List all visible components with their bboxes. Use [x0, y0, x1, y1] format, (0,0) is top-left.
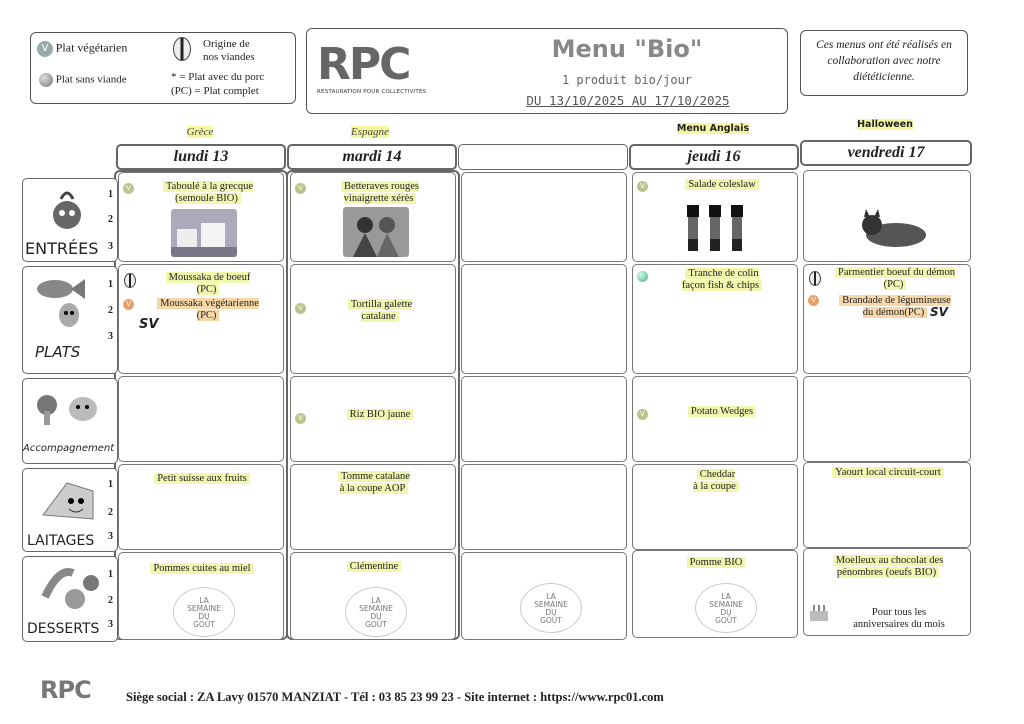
- semaine-du-gout-logo: LA SEMAINE DU GOÛT: [695, 583, 757, 633]
- legend-origin-label: Origine de nos viandes: [203, 38, 255, 63]
- cell-tue-dessert: [290, 552, 456, 640]
- legend-no-meat-label: Plat sans viande: [55, 73, 127, 86]
- origin-icon: [124, 273, 136, 288]
- row-num: 1: [108, 569, 113, 580]
- dish-label: Tortilla galette catalane: [348, 299, 412, 322]
- theme-mon: [170, 126, 230, 138]
- day-header-tue: mardi 14: [287, 144, 457, 170]
- row-label-desserts: [22, 556, 118, 642]
- theme-thu-label: Menu Anglais: [676, 123, 750, 134]
- dish-label: Betteraves rouges vinaigrette xérès: [341, 181, 419, 204]
- cell-fri-dessert: [803, 548, 971, 636]
- row-num: 1: [108, 189, 113, 200]
- dish-label: Riz BIO jaune: [347, 409, 414, 420]
- cheese-icon: [37, 475, 97, 523]
- cell-tue-accomp: [290, 376, 456, 462]
- dish-text: [309, 409, 451, 421]
- vegetarian-icon: V: [637, 181, 648, 192]
- cell-tue-plat: [290, 264, 456, 374]
- legend-pork-label: * = Plat avec du porc: [171, 71, 265, 83]
- semaine-du-gout-logo: LA SEMAINE DU GOÛT: [173, 587, 235, 637]
- dish-text: [810, 555, 966, 579]
- row-num: 2: [108, 507, 113, 518]
- vegetarian-icon: V: [808, 295, 819, 306]
- vegetarian-icon: V: [123, 299, 134, 310]
- row-num: 2: [108, 595, 113, 606]
- dish-label: Parmentier boeuf du démon (PC): [835, 267, 955, 290]
- row-num: 3: [108, 241, 113, 252]
- row-num: 3: [108, 531, 113, 542]
- footer-logo: [40, 676, 100, 716]
- cell-mon-lait: [118, 464, 284, 550]
- radish-icon: [43, 185, 93, 235]
- cell-wed-accomp: [461, 376, 627, 462]
- theme-tue: [340, 126, 400, 138]
- dish-label: Petit suisse aux fruits: [154, 473, 250, 484]
- menu-dates: DU 13/10/2025 AU 17/10/2025: [526, 93, 730, 108]
- cell-wed-lait: [461, 464, 627, 550]
- legend-no-meat: [39, 73, 127, 87]
- semaine-du-gout-logo: LA SEMAINE DU GOÛT: [345, 587, 407, 637]
- dish-label: Tomme catalane à la coupe AOP: [339, 471, 410, 494]
- row-label-text: PLATS: [35, 343, 81, 361]
- dish-label: Clémentine: [347, 561, 401, 572]
- dish-text: [820, 267, 970, 291]
- theme-fri-label: Halloween: [857, 119, 913, 130]
- vegetarian-icon: V: [295, 413, 306, 424]
- handwritten-note: SV: [930, 305, 948, 319]
- dish-label: Tranche de colin façon fish & chips: [682, 268, 762, 291]
- cell-mon-plat: [118, 264, 284, 374]
- menu-header: [306, 28, 788, 114]
- row-label-text: DESSERTS: [27, 621, 100, 637]
- day-header-wed: [458, 144, 628, 170]
- cell-tue-lait: [290, 464, 456, 550]
- cell-fri-lait: [803, 462, 971, 548]
- theme-tue-label: Espagne: [351, 126, 389, 138]
- dish-text: [643, 469, 789, 493]
- cell-thu-entree: [632, 172, 798, 262]
- dish-label: Moussaka végétarienne (PC): [157, 298, 259, 321]
- vegetarian-icon: V: [295, 303, 306, 314]
- cell-wed-plat: [461, 264, 627, 374]
- logo-text: RPC: [317, 39, 410, 90]
- dish-text: [651, 179, 793, 191]
- dish-label: Yaourt local circuit-court: [832, 467, 944, 478]
- dish-text: [129, 473, 275, 485]
- rpc-logo: [317, 39, 437, 105]
- dish-label: Moelleux au chocolat des pénombres (oeufs BIO): [833, 555, 944, 578]
- no-meat-icon: [637, 271, 648, 282]
- dish-text: [301, 561, 447, 573]
- fruits-icon: [39, 563, 105, 613]
- menu-subtitle: 1 produit bio/jour: [561, 73, 693, 87]
- theme-fri: [850, 119, 920, 130]
- semaine-du-gout-logo: LA SEMAINE DU GOÛT: [520, 583, 582, 633]
- cell-mon-dessert: [118, 552, 284, 640]
- cell-mon-entree: [118, 172, 284, 262]
- cell-thu-plat: [632, 264, 798, 374]
- collab-note: Ces menus ont été réalisés en collaboration avec notre diététicienne.: [800, 30, 968, 96]
- row-label-laitages: [22, 468, 118, 552]
- cell-thu-dessert: [632, 550, 798, 638]
- dish-label: Taboulé à la grecque (semoule BIO): [163, 181, 253, 204]
- cell-fri-entree: [803, 170, 971, 262]
- legend-veg-label: Plat végétarien: [55, 40, 128, 55]
- row-num: 2: [108, 214, 113, 225]
- birthday-cake-icon: [808, 603, 830, 623]
- greece-photo-icon: [171, 209, 237, 257]
- no-meat-icon: [39, 73, 53, 87]
- legend-box: [30, 32, 296, 104]
- legend-complete-label: (PC) = Plat complet: [171, 85, 259, 97]
- cat-icon: [856, 209, 928, 249]
- cell-thu-lait: [632, 464, 798, 550]
- day-header-thu: jeudi 16: [629, 144, 799, 170]
- footer-contact: Siège social : ZA Lavy 01570 MANZIAT - Tél : 03 85 23 99 23 - Site internet : https://www.rpc01.com: [126, 690, 664, 704]
- row-num: 3: [108, 331, 113, 342]
- row-label-entrees: [22, 178, 118, 262]
- birthday-note: Pour tous les anniversaires du mois: [853, 607, 945, 630]
- dish-text: [643, 557, 789, 569]
- row-num: 1: [108, 479, 113, 490]
- vegetables-icon: [31, 389, 111, 429]
- dish-text: [309, 299, 451, 323]
- dish-label: Brandade de légumineuse du démon(PC): [839, 295, 950, 318]
- menu-title: Menu "Bio": [551, 35, 703, 63]
- row-num: 2: [108, 305, 113, 316]
- day-header-mon: lundi 13: [116, 144, 286, 170]
- dish-text: [301, 471, 447, 495]
- vegetarian-icon: V: [295, 183, 306, 194]
- dish-text: [651, 268, 793, 292]
- row-label-text: LAITAGES: [27, 533, 95, 549]
- dish-label: Salade coleslaw: [685, 179, 758, 190]
- dish-text: [810, 467, 966, 479]
- guards-icon: [683, 205, 749, 253]
- footer-logo-text: RPC: [40, 676, 91, 704]
- origin-icon: [173, 37, 191, 61]
- row-label-text: ENTRÉES: [25, 239, 99, 258]
- vegetarian-icon: V: [37, 41, 53, 57]
- dish-text: [137, 181, 279, 205]
- dish-text: [129, 563, 275, 575]
- day-header-fri: vendredi 17: [800, 140, 972, 166]
- cell-mon-accomp: [118, 376, 284, 462]
- cell-thu-accomp: [632, 376, 798, 462]
- theme-thu: [668, 123, 758, 134]
- legend-origin: [173, 37, 191, 61]
- cell-tue-entree: [290, 172, 456, 262]
- spain-dancers-icon: [343, 207, 409, 257]
- dish-text: [309, 181, 451, 205]
- row-num: 3: [108, 619, 113, 630]
- dish-label: Cheddar à la coupe: [693, 469, 739, 492]
- logo-subtitle: RESTAURATION POUR COLLECTIVITES: [317, 89, 427, 95]
- vegetarian-icon: V: [637, 409, 648, 420]
- row-num: 1: [108, 279, 113, 290]
- fish-icon: [33, 271, 93, 331]
- dish-label: Pomme BIO: [687, 557, 746, 568]
- row-label-text: Accompagnement: [23, 443, 115, 454]
- handwritten-note: SV: [139, 317, 159, 332]
- cell-fri-plat: [803, 264, 971, 374]
- cell-wed-entree: [461, 172, 627, 262]
- dish-label: Pommes cuites au miel: [150, 563, 253, 574]
- dish-label: Potato Wedges: [688, 406, 756, 417]
- row-label-accomp: [22, 378, 118, 464]
- dish-label: Moussaka de boeuf (PC): [166, 272, 251, 295]
- theme-mon-label: Grèce: [186, 126, 214, 138]
- cell-fri-accomp: [803, 376, 971, 462]
- cell-wed-dessert: [461, 552, 627, 640]
- row-label-plats: [22, 266, 118, 374]
- legend-veg: [37, 41, 127, 57]
- dish-text: [651, 406, 793, 418]
- vegetarian-icon: V: [123, 183, 134, 194]
- dish-text: [137, 272, 279, 296]
